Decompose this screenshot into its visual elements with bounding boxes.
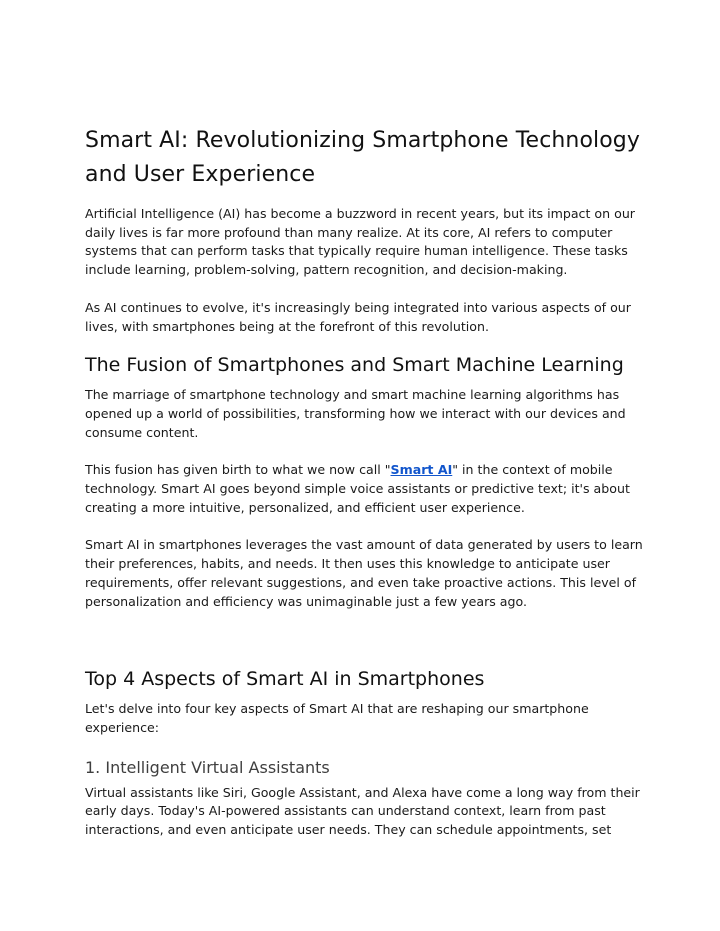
virtual-assistants-paragraph: Virtual assistants like Siri, Google Assistant, and Alexa have come a long way from their early days. Today's AI-powered assistants can understand context, learn from past interactions, and even anticipate user needs. They can schedule appointments, set xyxy=(85,784,640,838)
fusion-paragraph-2 xyxy=(85,461,645,517)
section-heading-fusion: The Fusion of Smartphones and Smart Machine Learning xyxy=(85,354,624,377)
fusion-paragraph-2-after: " in the context of mobile technology. Smart AI goes beyond simple voice assistants or predictive text; it's about creating a more intuitive, personalized, and efficient user experience. xyxy=(85,462,630,515)
smart-ai-link[interactable]: Smart AI xyxy=(390,462,453,478)
fusion-paragraph-1: The marriage of smartphone technology and smart machine learning algorithms has opened up a world of possibilities, transforming how we interact with our devices and consume content. xyxy=(85,387,626,440)
intro-paragraph-2: As AI continues to evolve, it's increasingly being integrated into various aspects of our lives, with smartphones being at the forefront of this revolution. xyxy=(85,299,631,334)
intro-paragraph-1: Artificial Intelligence (AI) has become a buzzword in recent years, but its impact on our daily lives is far more profound than many realize. At its core, AI refers to computer systems that can perform tasks that typically require human intelligence. These tasks include learning, problem-solving, pattern recognition, and decision-making. xyxy=(85,206,635,278)
fusion-paragraph-3: Smart AI in smartphones leverages the vast amount of data generated by users to learn their preferences, habits, and needs. It then uses this knowledge to anticipate user requirements, offer relevant suggestions, and even take proactive actions. This level of personalization and efficiency was unimaginable just a few years ago. xyxy=(85,537,643,609)
document-page xyxy=(85,124,645,840)
page-title: Smart AI: Revolutionizing Smartphone Technology and User Experience xyxy=(85,128,640,187)
subheading-virtual-assistants: 1. Intelligent Virtual Assistants xyxy=(85,757,330,777)
fusion-paragraph-2-before: This fusion has given birth to what we now call " xyxy=(85,462,391,478)
aspects-intro-paragraph: Let's delve into four key aspects of Smart AI that are reshaping our smartphone experience: xyxy=(85,701,589,735)
section-heading-top-aspects: Top 4 Aspects of Smart AI in Smartphones xyxy=(85,668,485,691)
